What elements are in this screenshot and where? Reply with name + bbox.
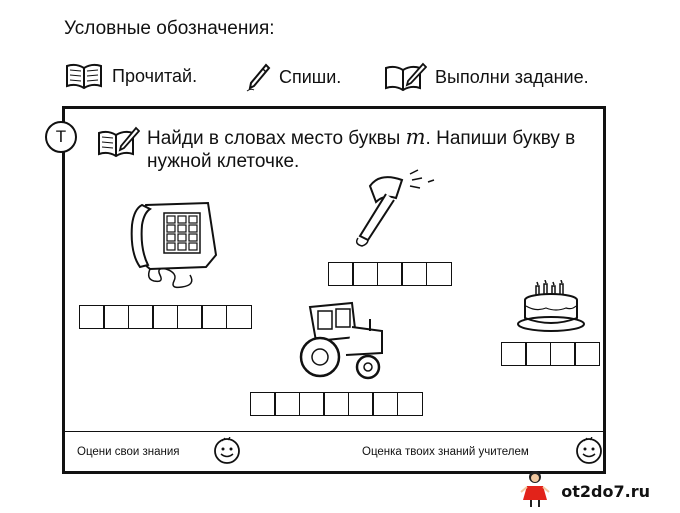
smiley-icon[interactable] bbox=[575, 437, 603, 470]
answer-cell[interactable] bbox=[352, 262, 378, 286]
answer-cell[interactable] bbox=[372, 392, 398, 416]
tractor-picture bbox=[296, 297, 388, 386]
answer-cells-telephone[interactable] bbox=[80, 305, 252, 329]
task-instruction bbox=[147, 126, 587, 173]
doll-logo-icon bbox=[520, 470, 550, 513]
answer-cell[interactable] bbox=[525, 342, 551, 366]
task-letter: т bbox=[405, 125, 426, 149]
legend-title: Условные обозначения: bbox=[64, 18, 275, 39]
answer-cell[interactable] bbox=[348, 392, 374, 416]
task-text-after: . Напиши букву в нужной клеточке. bbox=[147, 128, 576, 172]
answer-cell[interactable] bbox=[501, 342, 527, 366]
answer-cells-axe[interactable] bbox=[329, 262, 452, 286]
answer-cell[interactable] bbox=[426, 262, 452, 286]
teacher-assessment-label: Оценка твоих знаний учителем bbox=[362, 446, 529, 458]
answer-cell[interactable] bbox=[323, 392, 349, 416]
answer-cell[interactable] bbox=[299, 392, 325, 416]
task-text-before: Найди в словах место буквы bbox=[147, 128, 406, 149]
legend-task-label: Выполни задание. bbox=[435, 66, 589, 87]
axe-picture bbox=[340, 168, 440, 255]
answer-cell[interactable] bbox=[152, 305, 178, 329]
answer-cells-tractor[interactable] bbox=[251, 392, 423, 416]
legend-task bbox=[383, 62, 589, 92]
answer-cell[interactable] bbox=[226, 305, 252, 329]
answer-cell[interactable] bbox=[79, 305, 105, 329]
task-badge: Т bbox=[45, 121, 77, 153]
book-with-pencil-icon bbox=[96, 126, 140, 163]
answer-cell[interactable] bbox=[397, 392, 423, 416]
answer-cells-cake[interactable] bbox=[502, 342, 600, 366]
legend-copy bbox=[245, 62, 341, 92]
answer-cell[interactable] bbox=[250, 392, 276, 416]
answer-cell[interactable] bbox=[103, 305, 129, 329]
book-with-pencil-icon bbox=[383, 62, 427, 92]
open-book-icon bbox=[64, 62, 104, 90]
answer-cell[interactable] bbox=[274, 392, 300, 416]
answer-cell[interactable] bbox=[128, 305, 154, 329]
answer-cell[interactable] bbox=[550, 342, 576, 366]
cake-picture bbox=[516, 280, 586, 341]
footer-divider bbox=[65, 431, 603, 432]
smiley-icon[interactable] bbox=[213, 437, 241, 470]
legend-read-label: Прочитай. bbox=[112, 65, 198, 86]
answer-cell[interactable] bbox=[201, 305, 227, 329]
self-assessment-label: Оцени свои знания bbox=[77, 446, 180, 458]
answer-cell[interactable] bbox=[574, 342, 600, 366]
legend-copy-label: Спиши. bbox=[279, 66, 342, 87]
answer-cell[interactable] bbox=[377, 262, 403, 286]
pen-icon bbox=[245, 62, 271, 92]
telephone-picture bbox=[120, 195, 232, 296]
brand-logo-text[interactable]: ot2do7.ru bbox=[561, 482, 650, 501]
answer-cell[interactable] bbox=[328, 262, 354, 286]
answer-cell[interactable] bbox=[401, 262, 427, 286]
answer-cell[interactable] bbox=[177, 305, 203, 329]
legend-read bbox=[64, 62, 197, 90]
